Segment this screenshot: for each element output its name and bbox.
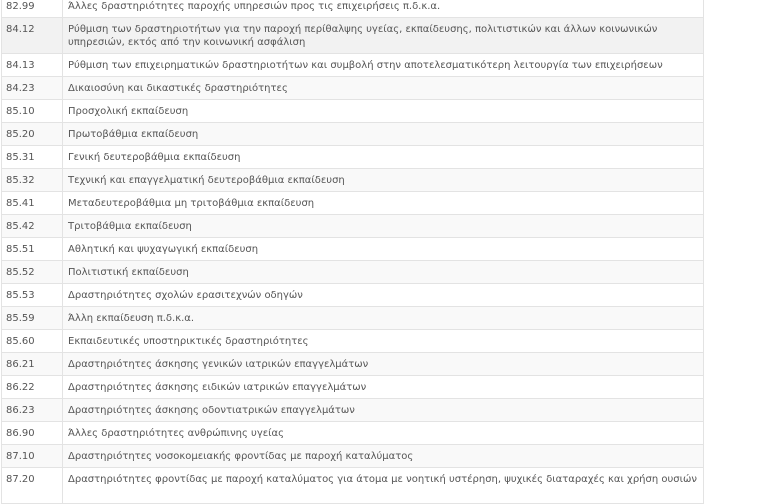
table-row [2, 284, 704, 307]
activity-code: 86.22 [2, 376, 63, 399]
activity-description: Πρωτοβάθμια εκπαίδευση [63, 123, 704, 146]
activity-code: 86.90 [2, 422, 63, 445]
table-row [2, 468, 704, 504]
activity-description: Άλλες δραστηριότητες παροχής υπηρεσιών προς τις επιχειρήσεις π.δ.κ.α. [63, 0, 704, 18]
table-row [2, 261, 704, 284]
table-row [2, 54, 704, 77]
table-row [2, 353, 704, 376]
activity-description: Δραστηριότητες σχολών ερασιτεχνών οδηγών [63, 284, 704, 307]
activity-code: 85.53 [2, 284, 63, 307]
activity-code: 84.13 [2, 54, 63, 77]
activity-codes-table [1, 0, 704, 504]
activity-description: Τριτοβάθμια εκπαίδευση [63, 215, 704, 238]
activity-code: 85.10 [2, 100, 63, 123]
table-row [2, 123, 704, 146]
activity-description: Γενική δευτεροβάθμια εκπαίδευση [63, 146, 704, 169]
activity-description: Δραστηριότητες νοσοκομειακής φροντίδας με παροχή καταλύματος [63, 445, 704, 468]
table-row [2, 399, 704, 422]
activity-code: 85.31 [2, 146, 63, 169]
table-row [2, 18, 704, 54]
activity-code: 85.60 [2, 330, 63, 353]
activity-code: 85.20 [2, 123, 63, 146]
activity-description: Μεταδευτεροβάθμια μη τριτοβάθμια εκπαίδευση [63, 192, 704, 215]
table-row [2, 146, 704, 169]
activity-description: Άλλη εκπαίδευση π.δ.κ.α. [63, 307, 704, 330]
activity-description: Προσχολική εκπαίδευση [63, 100, 704, 123]
activity-description: Δραστηριότητες άσκησης οδοντιατρικών επαγγελμάτων [63, 399, 704, 422]
table-row [2, 445, 704, 468]
activity-description: Ρύθμιση των επιχειρηματικών δραστηριοτήτων και συμβολή στην αποτελεσματικότερη λειτουργία των επιχειρήσεων [63, 54, 704, 77]
table-body [2, 0, 704, 504]
table-row [2, 307, 704, 330]
table-row [2, 100, 704, 123]
table-row [2, 215, 704, 238]
activity-code: 82.99 [2, 0, 63, 18]
activity-description: Αθλητική και ψυχαγωγική εκπαίδευση [63, 238, 704, 261]
activity-description: Πολιτιστική εκπαίδευση [63, 261, 704, 284]
table-row [2, 192, 704, 215]
activity-code: 85.42 [2, 215, 63, 238]
activity-code: 85.52 [2, 261, 63, 284]
activity-description: Ρύθμιση των δραστηριοτήτων για την παροχή περίθαλψης υγείας, εκπαίδευσης, πολιτιστικών και άλλων κοινωνικών υπηρεσιών, εκτός από την κοινωνική ασφάλιση [63, 18, 704, 54]
activity-code: 85.51 [2, 238, 63, 261]
activity-description: Δραστηριότητες φροντίδας με παροχή καταλύματος για άτομα με νοητική υστέρηση, ψυχικές διαταραχές και χρήση ουσιών [63, 468, 704, 504]
table-row [2, 169, 704, 192]
activity-description: Τεχνική και επαγγελματική δευτεροβάθμια εκπαίδευση [63, 169, 704, 192]
table-row [2, 238, 704, 261]
activity-description: Δικαιοσύνη και δικαστικές δραστηριότητες [63, 77, 704, 100]
activity-code: 86.21 [2, 353, 63, 376]
activity-code: 85.32 [2, 169, 63, 192]
activity-description: Δραστηριότητες άσκησης ειδικών ιατρικών επαγγελμάτων [63, 376, 704, 399]
table-row [2, 376, 704, 399]
activity-description: Δραστηριότητες άσκησης γενικών ιατρικών επαγγελμάτων [63, 353, 704, 376]
activity-code: 87.20 [2, 468, 63, 504]
activity-code: 86.23 [2, 399, 63, 422]
table-row [2, 0, 704, 18]
table-row [2, 330, 704, 353]
activity-code: 87.10 [2, 445, 63, 468]
activity-description: Εκπαιδευτικές υποστηρικτικές δραστηριότητες [63, 330, 704, 353]
table-row [2, 77, 704, 100]
activity-description: Άλλες δραστηριότητες ανθρώπινης υγείας [63, 422, 704, 445]
activity-code: 85.41 [2, 192, 63, 215]
activity-code: 84.23 [2, 77, 63, 100]
activity-code: 85.59 [2, 307, 63, 330]
activity-code: 84.12 [2, 18, 63, 54]
table-row [2, 422, 704, 445]
